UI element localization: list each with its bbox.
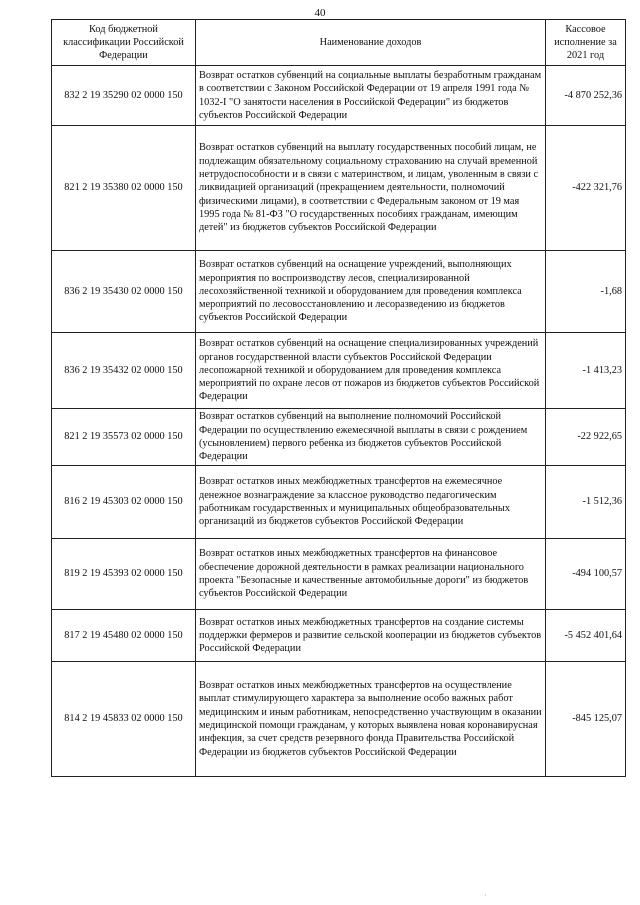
row-amount: -422 321,76 [546, 126, 626, 251]
table-row [52, 610, 626, 662]
header-code: Код бюджетной классификации Российской Федерации [52, 20, 196, 66]
row-name: Возврат остатков иных межбюджетных трансфертов на создание системы поддержки фермеров и развитие сельской кооперации из бюджетов субъектов Российской Федерации [196, 610, 546, 662]
table-row [52, 126, 626, 251]
table-row [52, 466, 626, 539]
table-row [52, 409, 626, 466]
budget-table [51, 19, 626, 777]
row-code: 821 2 19 35380 02 0000 150 [52, 126, 196, 251]
table-row [52, 251, 626, 333]
row-name: Возврат остатков иных межбюджетных трансфертов на ежемесячное денежное вознаграждение за классное руководство педагогическим работникам государственных и муниципальных общеобразовательных организаций из бюджетов субъектов Российской Федерации [196, 466, 546, 539]
row-name: Возврат остатков субвенций на социальные выплаты безработным гражданам в соответствии с Законом Российской Федерации от 19 апреля 1991 года № 1032-I "О занятости населения в Российской Федерации" из бюджетов субъектов Российской Федерации [196, 66, 546, 126]
row-amount: -22 922,65 [546, 409, 626, 466]
table-row [52, 66, 626, 126]
row-code: 817 2 19 45480 02 0000 150 [52, 610, 196, 662]
row-name: Возврат остатков субвенций на оснащение специализированных учреждений органов государственной власти субъектов Российской Федерации лесопожарной техникой и оборудованием для проведения комплекса мероприятий по охране лесов от пожаров из бюджетов субъектов Российской Федерации [196, 333, 546, 409]
table-row [52, 333, 626, 409]
table-header-row [52, 20, 626, 66]
table-row [52, 662, 626, 777]
row-name: Возврат остатков субвенций на выплату государственных пособий лицам, не подлежащим обязательному социальному страхованию на случай временной нетрудоспособности и в связи с материнством, и лицам, уволенным в связи с ликвидацией организаций (прекращением деятельности, полномочий физическими лицами), в соответствии с Федеральным законом от 19 мая 1995 года № 81-ФЗ "О государственных пособиях гражданам, имеющим детей" из бюджетов субъектов Российской Федерации [196, 126, 546, 251]
row-amount: -1 413,23 [546, 333, 626, 409]
table-row [52, 539, 626, 610]
row-code: 816 2 19 45303 02 0000 150 [52, 466, 196, 539]
row-amount: -1 512,36 [546, 466, 626, 539]
row-name: Возврат остатков субвенций на оснащение учреждений, выполняющих мероприятия по воспроизводству лесов, специализированной лесохозяйственной техникой и оборудованием для проведения комплекса мероприятий по лесовосстановлению и лесоразведению из бюджетов субъектов Российской Федерации [196, 251, 546, 333]
row-name: Возврат остатков субвенций на выполнение полномочий Российской Федерации по осуществлению ежемесячной выплаты в связи с рождением (усыновлением) первого ребенка из бюджетов субъектов Российской Федерации [196, 409, 546, 466]
row-code: 832 2 19 35290 02 0000 150 [52, 66, 196, 126]
row-code: 821 2 19 35573 02 0000 150 [52, 409, 196, 466]
row-amount: -4 870 252,36 [546, 66, 626, 126]
scan-dot: · [484, 891, 487, 900]
row-name: Возврат остатков иных межбюджетных трансфертов на финансовое обеспечение дорожной деятельности в рамках реализации национального проекта "Безопасные и качественные автомобильные дороги" из бюджетов субъектов Российской Федерации [196, 539, 546, 610]
row-code: 819 2 19 45393 02 0000 150 [52, 539, 196, 610]
row-code: 836 2 19 35430 02 0000 150 [52, 251, 196, 333]
header-name: Наименование доходов [196, 20, 546, 66]
row-amount: -5 452 401,64 [546, 610, 626, 662]
row-amount: -494 100,57 [546, 539, 626, 610]
row-code: 814 2 19 45833 02 0000 150 [52, 662, 196, 777]
row-code: 836 2 19 35432 02 0000 150 [52, 333, 196, 409]
header-amount: Кассовое исполнение за 2021 год [546, 20, 626, 66]
row-name: Возврат остатков иных межбюджетных трансфертов на осуществление выплат стимулирующего характера за выполнение особо важных работ медицинским и иным работникам, непосредственно участвующим в оказании медицинской помощи гражданам, у которых выявлена новая коронавирусная инфекция, за счет средств резервного фонда Правительства Российской Федерации из бюджетов субъектов Российской Федерации [196, 662, 546, 777]
page-number: 40 [314, 7, 326, 19]
row-amount: -1,68 [546, 251, 626, 333]
row-amount: -845 125,07 [546, 662, 626, 777]
